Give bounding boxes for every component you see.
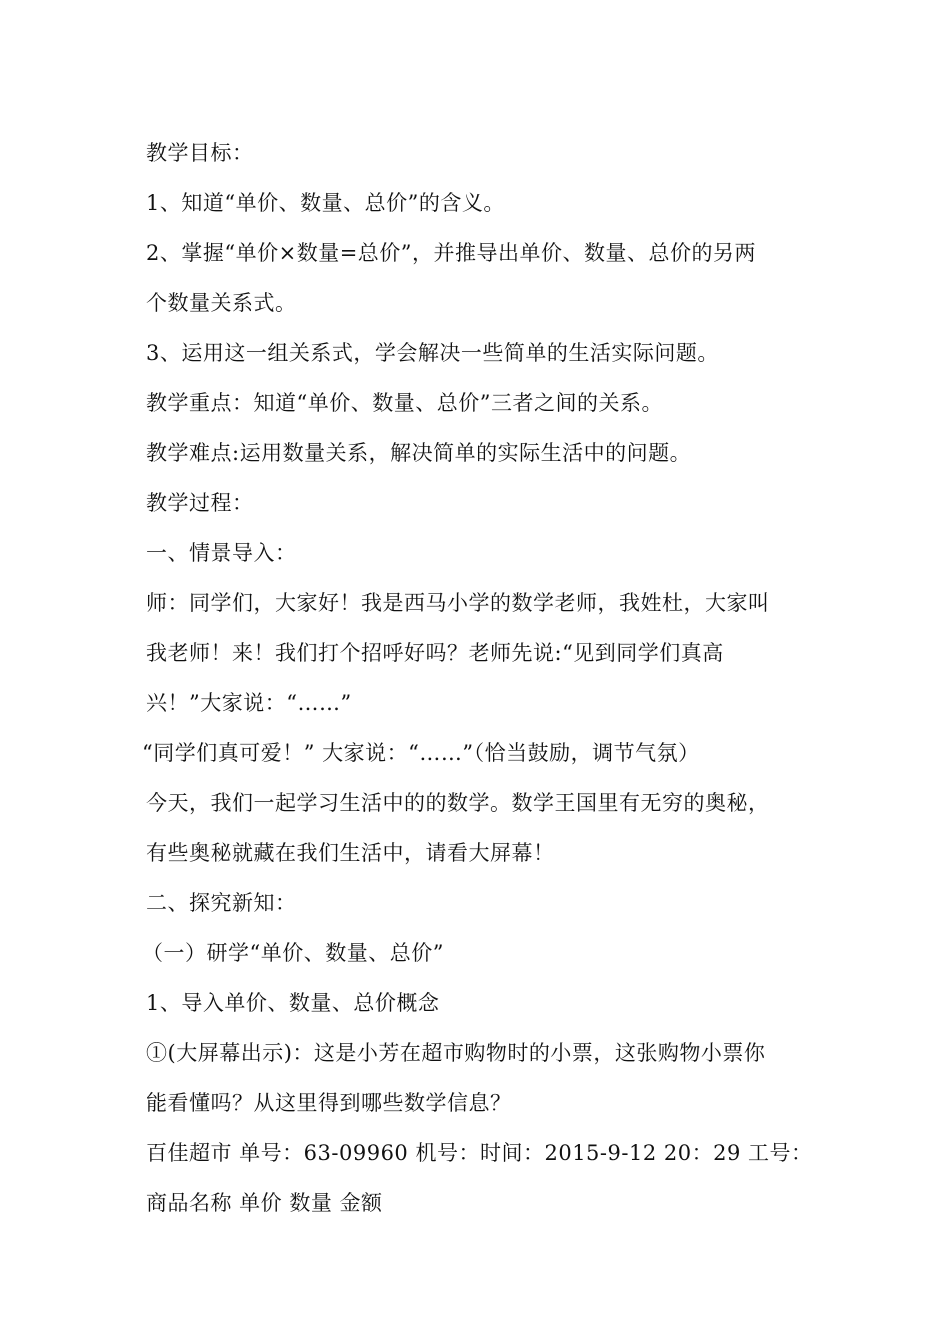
paragraph-line: 兴！”大家说：“……” <box>146 691 352 715</box>
receipt-header-line: 百佳超市 单号：63-09960 机号：时间：2015-9-12 20：29 工号： <box>146 1141 813 1165</box>
paragraph-line: 师：同学们，大家好！我是西马小学的数学老师，我姓杜，大家叫 <box>146 591 770 615</box>
document-body <box>142 128 826 1228</box>
goal-item-3: 3、运用这一组关系式，学会解决一些简单的生活实际问题。 <box>146 341 719 365</box>
paragraph-line: 能看懂吗？从这里得到哪些数学信息？ <box>146 1091 512 1115</box>
subsection-heading: （一）研学“单价、数量、总价” <box>142 941 444 965</box>
paragraph-line: 我老师！来！我们打个招呼好吗？老师先说:“见到同学们真高 <box>146 641 724 665</box>
section-explore: 二、探究新知： <box>146 891 297 915</box>
paragraph-line: ①(大屏幕出示)：这是小芳在超市购物时的小票，这张购物小票你 <box>146 1041 766 1065</box>
paragraph-line: 今天，我们一起学习生活中的的数学。数学王国里有无穷的奥秘， <box>146 791 770 815</box>
goal-item-2-continued: 个数量关系式。 <box>146 291 297 315</box>
goal-item-2: 2、掌握“单价×数量=总价”，并推导出单价、数量、总价的另两 <box>146 241 757 265</box>
paragraph-line: “同学们真可爱！” 大家说：“……”（恰当鼓励，调节气氛） <box>142 741 700 765</box>
paragraph-line: 有些奥秘就藏在我们生活中，请看大屏幕！ <box>146 841 555 865</box>
heading-teaching-process: 教学过程： <box>146 491 254 515</box>
difficult-point: 教学难点:运用数量关系，解决简单的实际生活中的问题。 <box>146 441 692 465</box>
key-point: 教学重点：知道“单价、数量、总价”三者之间的关系。 <box>146 391 663 415</box>
section-introduction: 一、情景导入： <box>146 541 297 565</box>
paragraph-line: 1、导入单价、数量、总价概念 <box>146 991 440 1015</box>
heading-teaching-goals: 教学目标： <box>146 141 254 165</box>
receipt-columns-line: 商品名称 单价 数量 金额 <box>146 1191 383 1215</box>
goal-item-1: 1、知道“单价、数量、总价”的含义。 <box>146 191 505 215</box>
